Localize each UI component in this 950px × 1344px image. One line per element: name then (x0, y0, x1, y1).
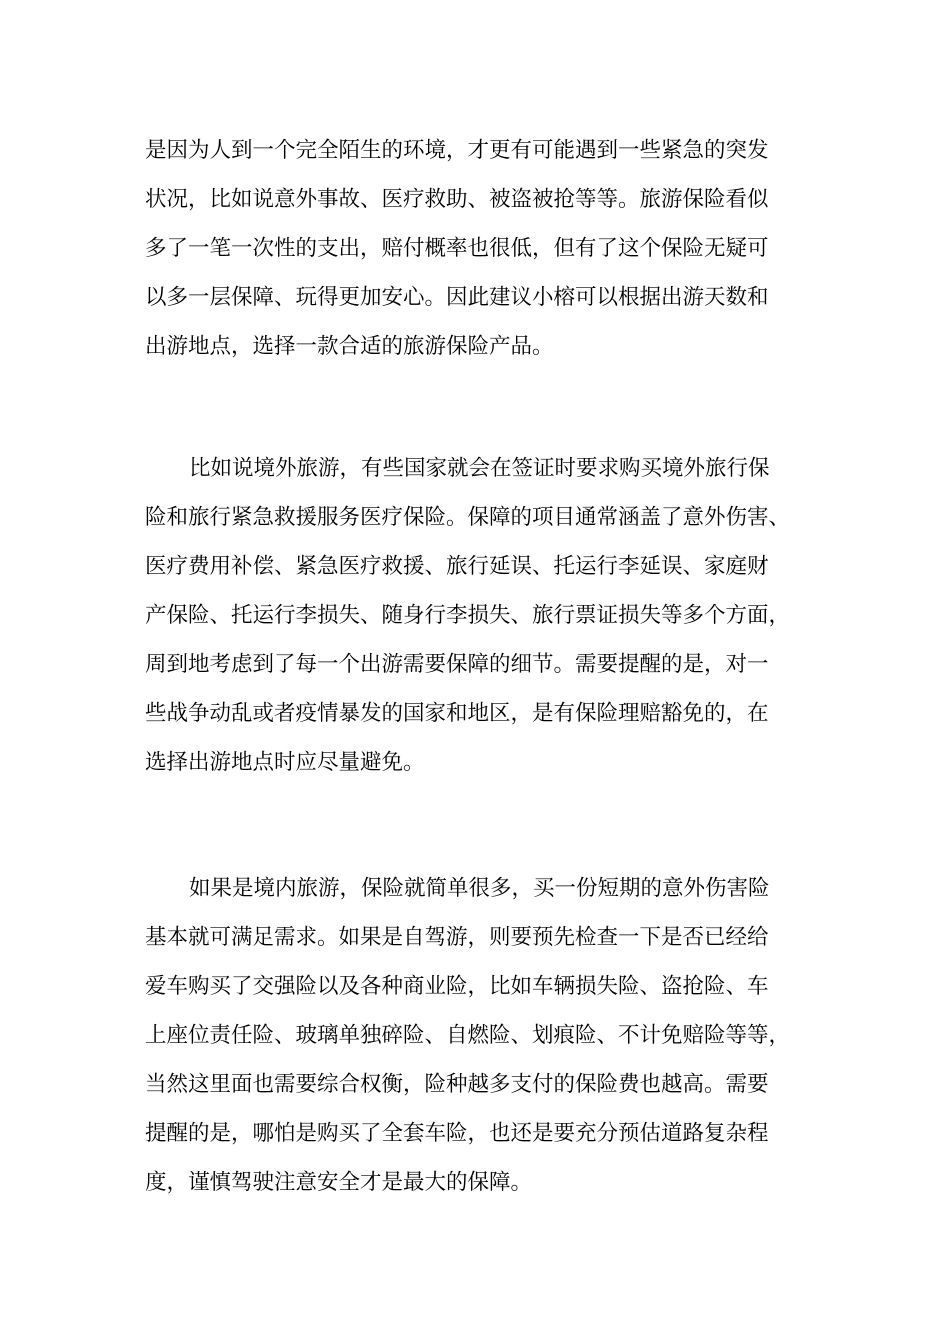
paragraph-line: 些战争动乱或者疫情暴发的国家和地区，是有保险理赔豁免的，在 (145, 701, 769, 726)
paragraph-line: 医疗费用补偿、紧急医疗救援、旅行延误、托运行李延误、家庭财 (145, 554, 769, 579)
paragraph-line: 爱车购买了交强险以及各种商业险，比如车辆损失险、盗抢险、车 (145, 974, 769, 999)
paragraph-3 (145, 864, 815, 1207)
paragraph-line: 以多一层保障、玩得更加安心。因此建议小榕可以根据出游天数和 (145, 285, 769, 310)
paragraph-line: 状况，比如说意外事故、医疗救助、被盗被抢等等。旅游保险看似 (145, 187, 769, 212)
paragraph-line: 上座位责任险、玻璃单独碎险、自燃险、划痕险、不计免赔险等等， (145, 1023, 791, 1048)
paragraph-line: 基本就可满足需求。如果是自驾游，则要预先检查一下是否已经给 (145, 925, 769, 950)
paragraph-line: 周到地考虑到了每一个出游需要保障的细节。需要提醒的是，对一 (145, 652, 769, 677)
paragraph-line: 是因为人到一个完全陌生的环境，才更有可能遇到一些紧急的突发 (145, 138, 769, 163)
paragraph-line: 比如说境外旅游，有些国家就会在签证时要求购买境外旅行保 (189, 456, 770, 481)
paragraph-line: 当然这里面也需要综合权衡，险种越多支付的保险费也越高。需要 (145, 1072, 769, 1097)
paragraph-line: 多了一笔一次性的支出，赔付概率也很低，但有了这个保险无疑可 (145, 236, 769, 261)
paragraph-line: 出游地点，选择一款合适的旅游保险产品。 (145, 334, 554, 359)
paragraph-line: 险和旅行紧急救援服务医疗保险。保障的项目通常涵盖了意外伤害、 (145, 505, 791, 530)
paragraph-2 (145, 444, 815, 787)
paragraph-1 (145, 126, 815, 371)
paragraph-line: 如果是境内旅游，保险就简单很多，买一份短期的意外伤害险 (189, 876, 770, 901)
paragraph-line: 选择出游地点时应尽量避免。 (145, 750, 425, 775)
paragraph-line: 产保险、托运行李损失、随身行李损失、旅行票证损失等多个方面， (145, 603, 791, 628)
paragraph-line: 提醒的是，哪怕是购买了全套车险，也还是要充分预估道路复杂程 (145, 1121, 769, 1146)
paragraph-line: 度，谨慎驾驶注意安全才是最大的保障。 (145, 1170, 533, 1195)
